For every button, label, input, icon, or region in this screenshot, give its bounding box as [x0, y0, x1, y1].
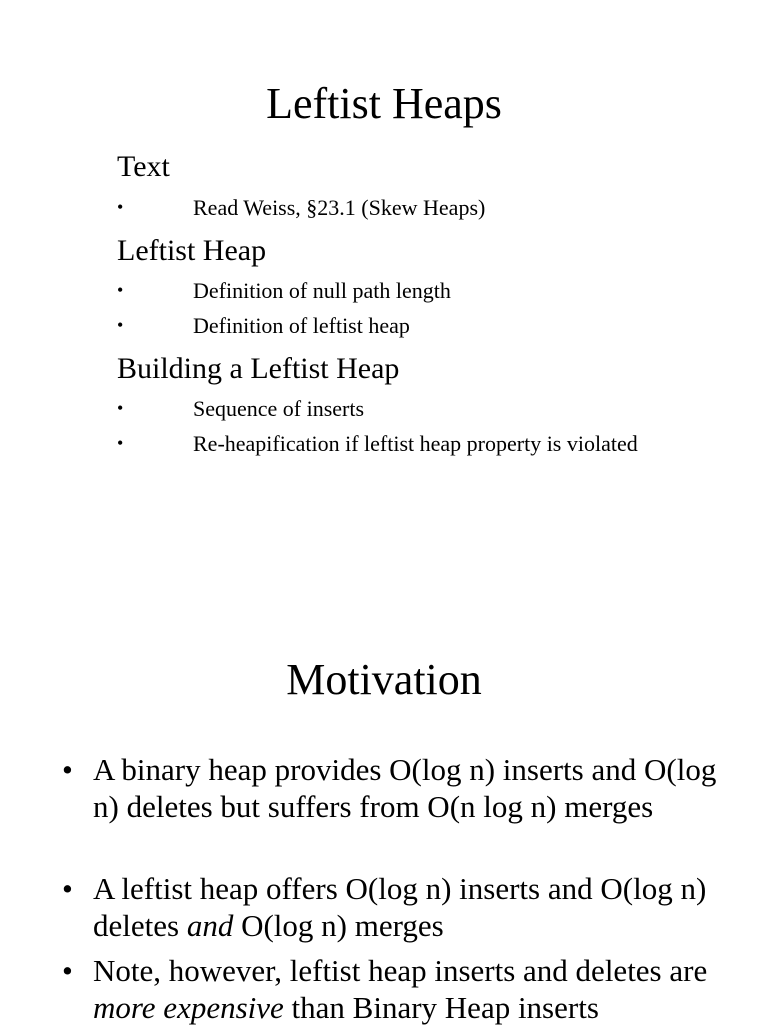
text-segment: A leftist heap offers O(log n) inserts and O(log n) deletes [93, 871, 707, 943]
section-heading-building: Building a Leftist Heap [117, 352, 400, 385]
list-item-text [93, 870, 742, 944]
list-item [117, 428, 657, 459]
list-item-text: A binary heap provides O(log n) inserts and O(log n) deletes but suffers from O(n log n) merges [93, 752, 717, 824]
list-item [117, 275, 677, 306]
list-item-text: Sequence of inserts [193, 396, 365, 421]
text-segment: O(log n) merges [233, 908, 444, 943]
bullet-icon: • [62, 871, 73, 906]
emphasis-text: and [186, 908, 234, 943]
list-item-text: Definition of null path length [193, 278, 451, 303]
text-segment: than Binary Heap inserts [283, 990, 599, 1025]
section-heading-leftist-heap: Leftist Heap [117, 234, 267, 267]
slide-title: Motivation [286, 655, 482, 704]
list-item [117, 192, 677, 223]
slide-motivation [0, 600, 768, 1024]
bullet-icon: • [117, 433, 124, 453]
bullet-icon: • [62, 752, 73, 787]
list-item-text: Read Weiss, §23.1 (Skew Heaps) [193, 195, 486, 220]
list-item-text: Definition of leftist heap [193, 313, 410, 338]
list-item-text [93, 952, 742, 1026]
emphasis-text: more expensive [93, 990, 284, 1025]
bullet-icon: • [117, 398, 124, 418]
list-item-text: Re-heapification if leftist heap property is violated [193, 431, 638, 456]
list-item [117, 310, 677, 341]
text-segment: Note, however, leftist heap inserts and deletes are [93, 953, 708, 988]
bullet-icon: • [117, 315, 124, 335]
bullet-icon: • [117, 197, 124, 217]
bullet-icon: • [62, 953, 73, 988]
bullet-icon: • [117, 280, 124, 300]
list-item [62, 952, 742, 1026]
slide-title: Leftist Heaps [266, 79, 502, 128]
list-item [62, 870, 742, 944]
list-item [117, 393, 677, 424]
list-item [62, 751, 742, 825]
section-heading-text: Text [117, 150, 170, 183]
